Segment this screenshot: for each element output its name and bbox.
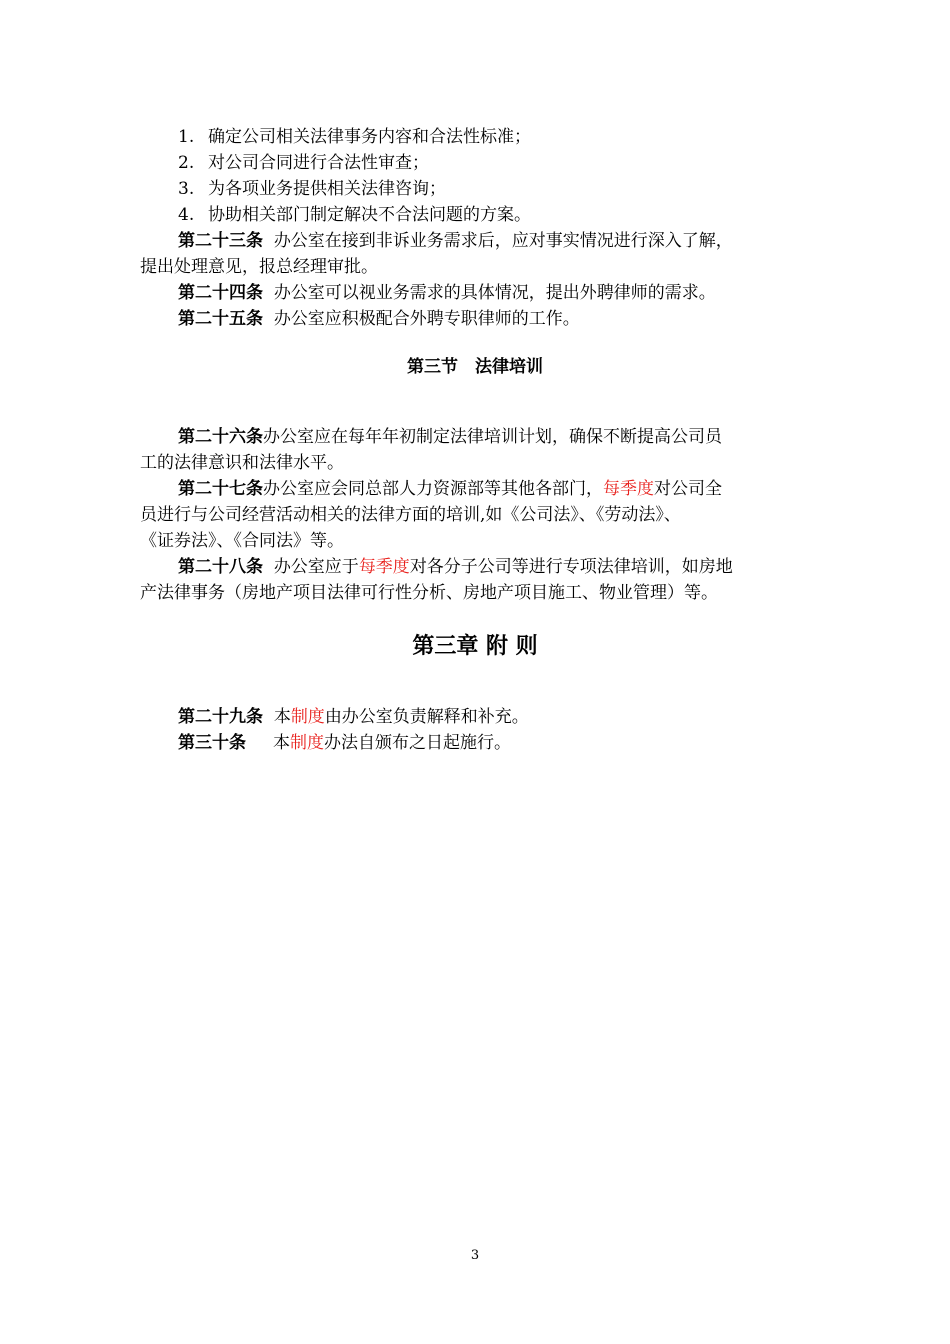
- list-text: 确定公司相关法律事务内容和合法性标准；: [208, 127, 531, 147]
- article-text-cont: 《证券法》、《合同法》等。: [140, 531, 344, 551]
- article-label: 第二十七条: [178, 479, 263, 499]
- article-26: [140, 424, 810, 476]
- article-text-cont: 产法律事务（房地产项目法律可行性分析、房地产项目施工、物业管理）等。: [140, 583, 718, 603]
- list-number: 4.: [178, 205, 195, 225]
- article-text: 由办公室负责解释和补充。: [324, 707, 529, 727]
- document-body: [140, 124, 810, 756]
- article-text: 对公司全: [654, 479, 722, 499]
- article-label: 第二十八条: [178, 557, 263, 577]
- highlight-text: 每季度: [603, 479, 654, 499]
- article-label: 第二十九条: [178, 707, 263, 727]
- section-title: 第三节 法律培训: [407, 357, 543, 377]
- article-text: 办公室应在每年年初制定法律培训计划，确保不断提高公司员: [263, 427, 722, 447]
- highlight-text: 制度: [290, 733, 325, 753]
- article-text: 办公室应于: [273, 557, 359, 577]
- article-28: [140, 554, 810, 606]
- page-number: 3: [470, 1248, 480, 1263]
- highlight-text: 每季度: [358, 557, 410, 577]
- list-number: 3.: [178, 179, 195, 199]
- article-text: 对各分子公司等进行专项法律培训，如房地: [409, 557, 733, 577]
- highlight-text: 制度: [290, 707, 325, 727]
- article-30: [140, 730, 810, 756]
- list-item: [140, 176, 810, 202]
- article-text-cont: 员进行与公司经营活动相关的法律方面的培训,如《公司法》、《劳动法》、: [140, 505, 681, 525]
- list-text: 对公司合同进行合法性审查；: [208, 153, 429, 173]
- article-29: [140, 704, 810, 730]
- article-label: 第二十四条: [178, 283, 263, 303]
- article-text: 本: [273, 733, 291, 753]
- article-text-cont: 工的法律意识和法律水平。: [140, 453, 344, 473]
- article-label: 第二十五条: [178, 309, 263, 329]
- article-text: 本: [273, 707, 291, 727]
- article-text: 办公室应会同总部人力资源部等其他各部门，: [263, 479, 603, 499]
- list-item: [140, 124, 810, 150]
- article-25: [140, 306, 810, 332]
- article-text: 办公室在接到非诉业务需求后，应对事实情况进行深入了解，: [273, 231, 733, 251]
- chapter-title: 第三章 附 则: [412, 634, 538, 659]
- article-23: [140, 228, 810, 280]
- article-24: [140, 280, 810, 306]
- article-label: 第二十三条: [178, 231, 263, 251]
- article-text: 办公室可以视业务需求的具体情况，提出外聘律师的需求。: [273, 283, 716, 303]
- article-label: 第三十条: [178, 733, 246, 753]
- list-item: [140, 202, 810, 228]
- article-text: 办公室应积极配合外聘专职律师的工作。: [273, 309, 580, 329]
- article-27: [140, 476, 810, 554]
- list-item: [140, 150, 810, 176]
- list-text: 协助相关部门制定解决不合法问题的方案。: [208, 205, 531, 225]
- list-number: 1.: [178, 127, 195, 147]
- list-number: 2.: [178, 153, 195, 173]
- article-text: 办法自颁布之日起施行。: [324, 733, 512, 753]
- article-label: 第二十六条: [178, 427, 263, 447]
- article-text-cont: 提出处理意见，报总经理审批。: [140, 257, 378, 277]
- list-text: 为各项业务提供相关法律咨询；: [208, 179, 446, 199]
